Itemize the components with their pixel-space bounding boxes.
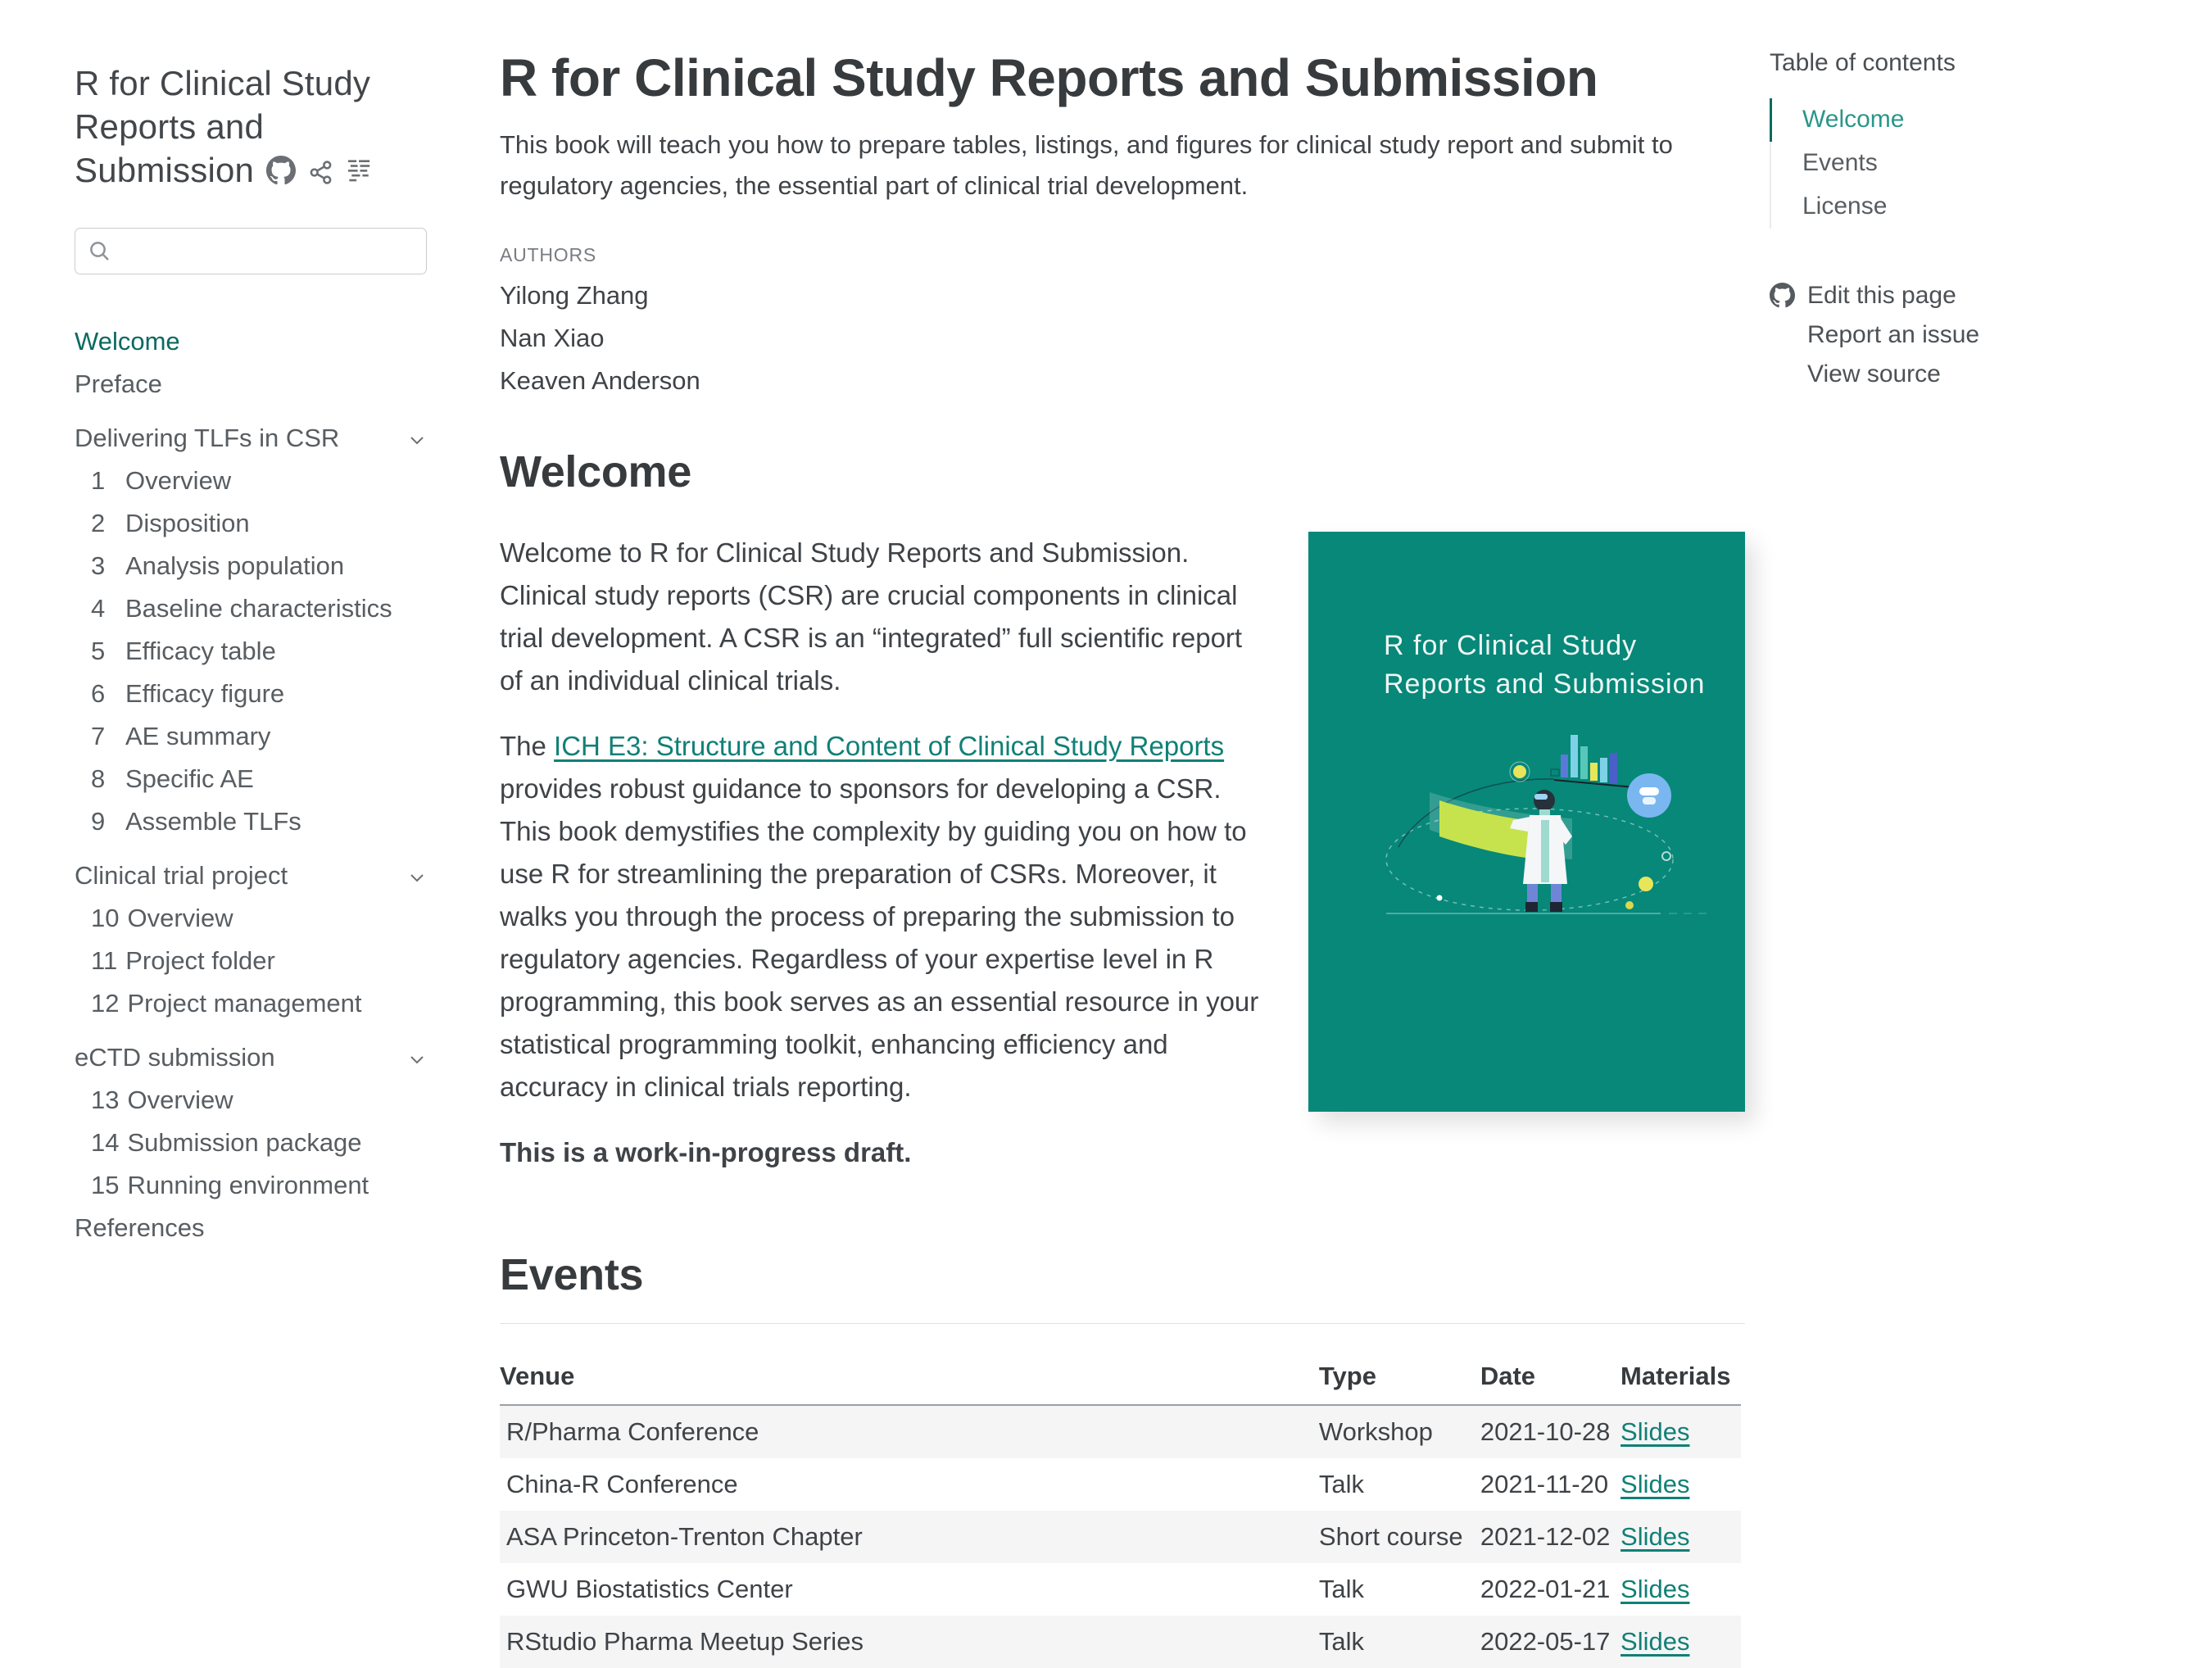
event-date: 2021-10-28: [1480, 1417, 1611, 1447]
chapter-number: 6: [91, 679, 106, 708]
draft-note: This is a work-in-progress draft.: [500, 1137, 912, 1168]
sidebar-item-label: Disposition: [125, 509, 250, 537]
sidebar-chapter-item[interactable]: [75, 673, 427, 715]
chapter-number: 4: [91, 594, 106, 623]
event-type: Talk: [1318, 1627, 1365, 1657]
sidebar-chapter-item[interactable]: [75, 502, 427, 545]
events-header-row: [500, 1352, 1741, 1405]
ich-e3-link[interactable]: ICH E3: Structure and Content of Clinical Study Reports: [554, 731, 1225, 762]
sidebar-chapter-item[interactable]: [75, 982, 427, 1025]
main-content: [500, 49, 1745, 1668]
event-date: 2021-11-20: [1480, 1470, 1609, 1499]
sidebar-chapter-item[interactable]: [75, 545, 427, 587]
chapter-number: 7: [91, 722, 106, 750]
toc-tool-link[interactable]: [1770, 276, 2163, 315]
page-description: This book will teach you how to prepare tables, listings, and figures for clinical study report and submit to regulatory agencies, the essential part of clinical trial development.: [500, 130, 1673, 201]
event-date: 2021-12-02: [1480, 1522, 1611, 1552]
event-venue: R/Pharma Conference: [506, 1417, 759, 1447]
chapter-number: 9: [91, 807, 106, 836]
sidebar-item-label: Delivering TLFs in CSR: [75, 424, 340, 452]
chevron-down-icon[interactable]: [407, 428, 427, 455]
slides-link[interactable]: Slides: [1620, 1522, 1690, 1552]
sidebar-item[interactable]: [75, 417, 427, 460]
toc-tool-link[interactable]: [1770, 355, 2163, 394]
slides-link[interactable]: Slides: [1620, 1627, 1690, 1657]
sidebar-chapter-item[interactable]: [75, 1079, 427, 1122]
text-lines-icon[interactable]: [346, 152, 374, 195]
welcome-paragraph-2: [500, 725, 1270, 1108]
book-title: [75, 61, 427, 195]
event-row: [500, 1563, 1741, 1616]
event-venue: RStudio Pharma Meetup Series: [506, 1627, 863, 1657]
sidebar-item[interactable]: [75, 1036, 427, 1079]
event-type: Talk: [1318, 1470, 1365, 1499]
sidebar-chapter-item[interactable]: [75, 587, 427, 630]
chapter-number: 10: [91, 904, 120, 932]
event-venue: GWU Biostatistics Center: [506, 1575, 793, 1604]
column-header-materials: Materials: [1620, 1352, 1741, 1405]
page-title: R for Clinical Study Reports and Submission: [500, 48, 1598, 107]
book-cover-image: [1308, 532, 1745, 1112]
chapter-number: 3: [91, 551, 106, 580]
toc-item-label: License: [1802, 193, 1888, 220]
authors-list: [500, 283, 1745, 394]
sidebar-chapter-item[interactable]: [75, 1122, 427, 1164]
sidebar-nav: [75, 320, 427, 1249]
sidebar-item-label: Preface: [75, 369, 162, 398]
sidebar-item-label: Overview: [125, 466, 232, 495]
toc-item-label: Welcome: [1802, 106, 1905, 133]
sidebar-item-label: Submission package: [127, 1128, 362, 1157]
event-venue: China-R Conference: [506, 1470, 738, 1499]
search-box: [75, 228, 427, 274]
sidebar-item-label: References: [75, 1213, 205, 1242]
sidebar-item-label: Specific AE: [125, 764, 254, 793]
chapter-number: 13: [91, 1086, 120, 1114]
share-icon[interactable]: [308, 152, 333, 195]
event-row: [500, 1616, 1741, 1668]
github-icon[interactable]: [266, 152, 296, 195]
toc-item[interactable]: [1771, 142, 2163, 185]
events-table: [500, 1352, 1741, 1668]
sidebar-item-label: Project folder: [125, 946, 275, 975]
welcome-paragraph-1: Welcome to R for Clinical Study Reports and Submission. Clinical study reports (CSR) are crucial components in clinical trial development. A CSR is an “integrated” full scientific report of an individual clinical trials.: [500, 537, 1243, 696]
toc-list: [1770, 98, 2163, 229]
cover-title-line2: Reports and Submission: [1384, 669, 1706, 700]
toc-tool-label: Report an issue: [1807, 321, 1980, 348]
cover-title-line1: R for Clinical Study: [1384, 630, 1638, 662]
column-header-date: Date: [1480, 1352, 1620, 1405]
chapter-number: 12: [91, 989, 120, 1018]
authors-label: AUTHORS: [500, 244, 597, 266]
sidebar-item-label: Baseline characteristics: [125, 594, 392, 623]
column-header-type: Type: [1319, 1352, 1480, 1405]
chapter-number: 1: [91, 466, 106, 495]
toc-heading: Table of contents: [1770, 49, 1956, 76]
sidebar-item-label: Running environment: [127, 1171, 369, 1199]
github-icon: [1770, 283, 1795, 314]
welcome-section: [500, 532, 1745, 1174]
author-name: Nan Xiao: [500, 324, 605, 353]
sidebar-item-label: Welcome: [75, 327, 180, 356]
event-type: Short course: [1318, 1522, 1463, 1552]
chapter-number: 14: [91, 1128, 120, 1157]
sidebar-item[interactable]: [75, 320, 427, 363]
welcome-heading: Welcome: [500, 447, 691, 497]
sidebar-item-label: Clinical trial project: [75, 861, 288, 890]
author-name: Yilong Zhang: [500, 281, 649, 310]
sidebar-chapter-item[interactable]: [75, 1164, 427, 1207]
slides-link[interactable]: Slides: [1620, 1470, 1690, 1499]
events-heading: Events: [500, 1249, 1745, 1324]
slides-link[interactable]: Slides: [1620, 1575, 1690, 1604]
chapter-number: 15: [91, 1171, 120, 1199]
event-date: 2022-01-21: [1480, 1575, 1611, 1604]
chapter-number: 2: [91, 509, 106, 537]
paragraph-text: The: [500, 731, 555, 762]
left-sidebar: [75, 61, 427, 1249]
chevron-down-icon[interactable]: [407, 1048, 427, 1074]
toc-tool-label: View source: [1807, 360, 1941, 388]
toc-item[interactable]: [1771, 98, 2163, 142]
sidebar-chapter-item[interactable]: [75, 460, 427, 502]
sidebar-chapter-item[interactable]: [75, 630, 427, 673]
sidebar-item-label: Efficacy table: [125, 637, 276, 665]
toc-tool-link[interactable]: [1770, 315, 2163, 355]
sidebar-item-label: Overview: [127, 1086, 233, 1114]
search-input[interactable]: [75, 228, 427, 274]
event-row: [500, 1511, 1741, 1563]
slides-link[interactable]: Slides: [1620, 1417, 1690, 1447]
sidebar-item[interactable]: [75, 854, 427, 897]
book-title-text: R for Clinical Study Reports and Submission: [75, 64, 371, 189]
chapter-number: 8: [91, 764, 106, 793]
sidebar-item-label: Project management: [127, 989, 362, 1018]
sidebar-chapter-item[interactable]: [75, 758, 427, 800]
right-toc: [1770, 49, 2163, 394]
sidebar-item[interactable]: [75, 363, 427, 406]
column-header-venue: Venue: [500, 1352, 1319, 1405]
sidebar-item-label: Efficacy figure: [125, 679, 285, 708]
sidebar-item-label: eCTD submission: [75, 1043, 275, 1072]
event-type: Talk: [1318, 1575, 1365, 1604]
toc-tools: [1770, 276, 2163, 394]
chapter-number: 11: [91, 946, 118, 975]
chapter-number: 5: [91, 637, 106, 665]
chevron-down-icon[interactable]: [407, 866, 427, 892]
event-row: [500, 1405, 1741, 1458]
toc-item-label: Events: [1802, 149, 1878, 176]
sidebar-item-label: Overview: [127, 904, 233, 932]
sidebar-item-label: Analysis population: [125, 551, 345, 580]
paragraph-text: provides robust guidance to sponsors for developing a CSR. This book demystifies the complexity by guiding you on how to use R for streamlining the preparation of CSRs. Moreover, it walks you through the process of preparing the submission to regulatory agencies. Regardless of your expertise level in R programming, this book serves as an essential resource in your statistical programming toolkit, enhancing efficiency and accuracy in clinical trials reporting.: [500, 773, 1259, 1103]
sidebar-chapter-item[interactable]: [75, 715, 427, 758]
event-type: Workshop: [1318, 1417, 1433, 1447]
sidebar-item-label: Assemble TLFs: [125, 807, 301, 836]
face-bubble-glyph: [1627, 773, 1671, 818]
author-name: Keaven Anderson: [500, 366, 700, 396]
event-row: [500, 1458, 1741, 1511]
search-icon: [88, 239, 112, 268]
toc-tool-label: Edit this page: [1807, 282, 1956, 309]
sidebar-item-label: AE summary: [125, 722, 271, 750]
events-table-body: [500, 1405, 1741, 1668]
toc-item[interactable]: [1771, 185, 2163, 229]
event-date: 2022-05-17: [1480, 1627, 1611, 1657]
sidebar-chapter-item[interactable]: [75, 897, 427, 940]
sidebar-chapter-item[interactable]: [75, 800, 427, 843]
sidebar-item[interactable]: [75, 1207, 427, 1249]
event-venue: ASA Princeton-Trenton Chapter: [506, 1522, 863, 1552]
authors-block: [500, 244, 1745, 394]
sidebar-chapter-item[interactable]: [75, 940, 427, 982]
